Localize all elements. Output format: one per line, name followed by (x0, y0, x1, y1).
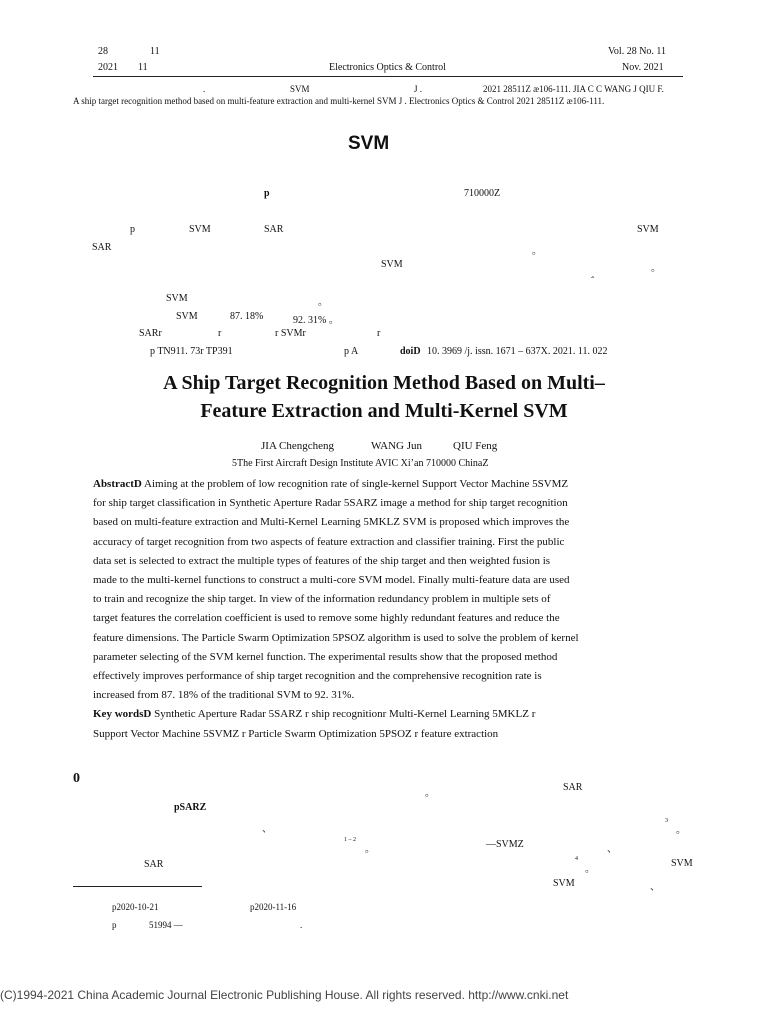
title-en-line2: Feature Extraction and Multi-Kernel SVM (200, 400, 568, 422)
body-text: 。 (676, 825, 686, 836)
abstract-en (93, 475, 673, 744)
abstract-cn-frag: SVM (381, 259, 403, 270)
abstract-cn-frag: 92. 31% 。 (293, 315, 339, 326)
title-cn: SVM (348, 133, 390, 154)
doc-code: p A (344, 346, 359, 357)
abstract-cn-frag: 。 (651, 263, 661, 274)
author: WANG Jun (371, 440, 423, 452)
body-text: 、 (607, 844, 617, 855)
body-text: SAR (144, 859, 164, 870)
keywords-en-line: Support Vector Machine 5SVMZ r Particle Swarm Optimization 5PSOZ r feature extraction (93, 727, 499, 740)
body-text: SAR (563, 782, 583, 793)
abstract-cn-frag: SAR (92, 242, 112, 253)
body-text: 。 (585, 864, 595, 875)
citation-en: A ship target recognition method based on multi-feature extraction and multi-kernel SVM J . Electronics Optics & Control 2021 28511Z æ106-111. (73, 96, 605, 106)
abstract-en-line: based on multi-feature extraction and Multi-Kernel Learning 5MKLZ SVM is proposed which improves the (93, 516, 570, 529)
abstract-en-line: effectively improves performance of ship target recognition and the comprehensive recognition rate is (93, 670, 542, 683)
title-en-line1: A Ship Target Recognition Method Based on Multi– (163, 372, 605, 394)
abstract-label: AbstractD (93, 478, 142, 490)
class-number: p TN911. 73r TP391 (150, 346, 233, 357)
header-issue-cn: 11 (150, 46, 160, 57)
footnote-received: p2020-10-21 (112, 902, 159, 912)
affiliation-cn-p: p (264, 188, 270, 199)
author: JIA Chengcheng (261, 440, 335, 452)
footnote-bio: 51994 — (149, 920, 183, 930)
abstract-en-line: increased from 87. 18% of the traditional SVM to 92. 31%. (93, 689, 355, 702)
abstract-en-line: accuracy of target recognition from two aspects of feature extraction and classifier training. First the public (93, 535, 565, 548)
doi-value: 10. 3969 /j. issn. 1671 – 637X. 2021. 11. 022 (427, 346, 608, 357)
abstract-cn-frag: 。 (318, 297, 328, 308)
keywords-label: Key wordsD (93, 708, 152, 721)
keywords-en-line: Key wordsD Synthetic Aperture Radar 5SARZ r ship recognitionr Multi-Kernel Learning 5MKLZ r (93, 708, 536, 721)
abstract-en-line: made to the multi-kernel functions to construct a multi-core SVM model. Finally multi-feature data are used (93, 574, 570, 587)
footnote-bio: p (112, 920, 117, 930)
header-year-cn: 2021 (98, 62, 118, 73)
keywords-cn: r (218, 328, 222, 339)
abstract-cn-frag: SAR (264, 224, 284, 235)
citation-svm: SVM (290, 84, 310, 94)
abstract-en-line: data set is selected to extract the multiple types of features of the ship target and then weighted fusion is (93, 554, 551, 567)
citation-j: J . (414, 84, 423, 94)
citation-source: 2021 28511Z æ106-111. JIA C C WANG J QIU F. (483, 84, 664, 94)
header-month-cn: 11 (138, 62, 148, 73)
body-text: 、 (650, 882, 660, 893)
body-text: 。 (365, 844, 375, 855)
abstract-cn-frag: p (130, 224, 135, 235)
abstract-cn-frag: SVM (176, 311, 198, 322)
affiliation-cn-code: 710000Z (464, 188, 501, 199)
keywords-cn: SARr (139, 328, 162, 339)
affiliation-en: 5The First Aircraft Design Institute AVIC Xi’an 710000 ChinaZ (232, 458, 489, 469)
author: QIU Feng (453, 440, 498, 452)
abstract-cn-frag: 。 (532, 246, 542, 257)
header-date-en: Nov. 2021 (622, 62, 664, 73)
section-number: 0 (73, 771, 80, 786)
abstract-en-line: for ship target classification in Synthetic Aperture Radar 5SARZ image a method for ship target recognition (93, 497, 568, 510)
abstract-en-line: to train and recognize the ship target. In view of the information redundancy problem in multiple sets of (93, 593, 551, 606)
footnote-revised: p2020-11-16 (250, 902, 297, 912)
body-text: pSARZ (174, 802, 207, 813)
abstract-en-line: target features the correlation coefficient is used to remove some highly redundant features and reduce the (93, 612, 560, 625)
citation-superscript: 3 (665, 818, 668, 824)
doi-label: doiD (400, 346, 421, 357)
header-rule (93, 76, 683, 77)
copyright-notice: (C)1994-2021 China Academic Journal Electronic Publishing House. All rights reserved. http://www.cnki.net (0, 988, 569, 1002)
footnote-bio: . (300, 920, 303, 930)
header-volume-en: Vol. 28 No. 11 (608, 46, 667, 57)
abstract-cn-frag: SVM (166, 293, 188, 304)
body-text: 、 (262, 824, 272, 835)
header-journal: Electronics Optics & Control (329, 62, 446, 73)
abstract-cn-frag: SVM (189, 224, 211, 235)
keywords-cn: r SVMr (275, 328, 306, 339)
keywords-cn: r (377, 328, 381, 339)
body-text: —SVMZ (486, 839, 524, 850)
body-text: SVM (671, 858, 693, 869)
abstract-cn-frag: SVM (637, 224, 659, 235)
abstract-en-line: feature dimensions. The Particle Swarm Optimization 5PSOZ algorithm is used to solve the problem of kernel (93, 631, 579, 644)
footnote-rule (73, 886, 202, 887)
abstract-en-line: AbstractD Aiming at the problem of low recognition rate of single-kernel Support Vector Machine 5SVMZ (93, 478, 569, 490)
citation-superscript: 1 – 2 (344, 837, 356, 843)
header-volume-cn: 28 (98, 46, 108, 57)
abstract-cn-frag: ˆ (591, 276, 595, 287)
body-text: SVM (553, 878, 575, 889)
abstract-cn-frag: 87. 18% (230, 311, 264, 322)
body-text: 。 (425, 788, 435, 799)
citation-dot: . (203, 84, 206, 94)
abstract-en-line: parameter selecting of the SVM kernel function. The experimental results show that the proposed method (93, 650, 558, 663)
citation-superscript: 4 (575, 856, 578, 862)
